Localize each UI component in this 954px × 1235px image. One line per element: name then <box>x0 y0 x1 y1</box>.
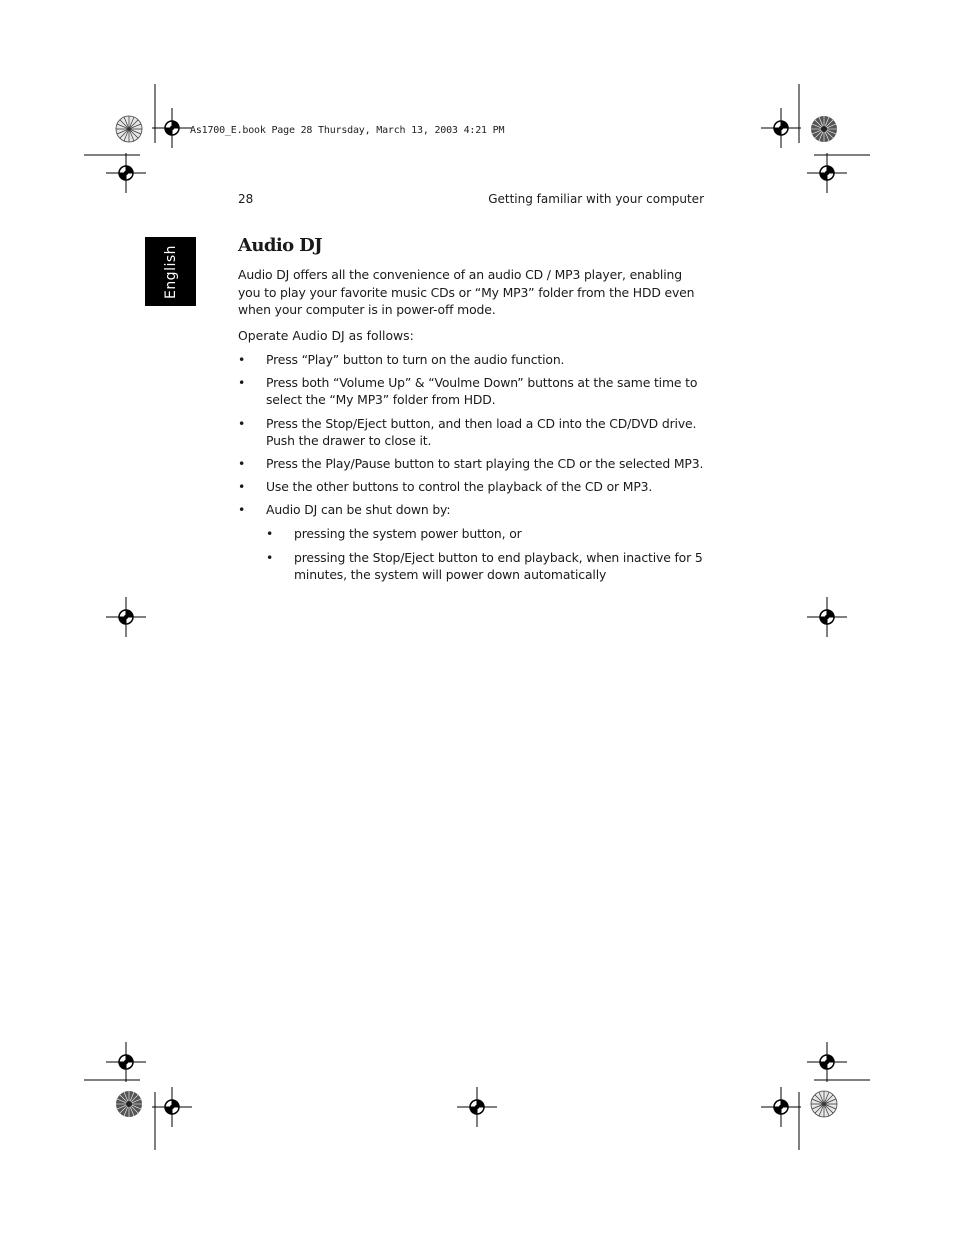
bullet-icon: • <box>238 415 246 431</box>
list-item-text: Press both “Volume Up” & “Voulme Down” buttons at the same time to select the “My MP3” folder from HDD. <box>266 375 698 408</box>
sub-list-item <box>266 549 704 583</box>
language-tab-label: English <box>162 244 179 299</box>
shutdown-sub-list <box>266 525 704 583</box>
bullet-icon: • <box>238 502 246 518</box>
print-slug: As1700_E.book Page 28 Thursday, March 13, 2003 4:21 PM <box>190 125 505 136</box>
sub-list-item-text: pressing the system power button, or <box>294 526 522 542</box>
list-item-text: Press “Play” button to turn on the audio function. <box>266 352 565 367</box>
lead-paragraph: Operate Audio DJ as follows: <box>238 327 414 343</box>
intro-paragraph: Audio DJ offers all the convenience of an audio CD / MP3 player, enabling you to play your favorite music CDs or “My MP3” folder from the HDD even when your computer is in power-off mode. <box>238 267 695 317</box>
list-item <box>238 415 704 449</box>
bullet-icon: • <box>238 479 246 495</box>
list-item <box>238 455 704 472</box>
list-item <box>238 374 704 408</box>
running-head: Getting familiar with your computer <box>488 192 704 206</box>
bullet-icon: • <box>266 550 274 566</box>
page-number: 28 <box>238 192 254 206</box>
language-tab <box>145 237 196 306</box>
sub-list-item-text: pressing the Stop/Eject button to end playback, when inactive for 5 minutes, the system will power down automatically <box>294 550 703 583</box>
bullet-icon: • <box>238 352 246 367</box>
instruction-list <box>238 351 704 583</box>
list-item-text: Audio DJ can be shut down by: <box>266 502 451 518</box>
list-item <box>238 351 704 368</box>
list-item-text: Use the other buttons to control the playback of the CD or MP3. <box>266 479 653 495</box>
section-title: Audio DJ <box>238 235 323 256</box>
bullet-icon: • <box>266 526 274 542</box>
list-item-text: Press the Play/Pause button to start playing the CD or the selected MP3. <box>266 455 704 471</box>
bullet-icon: • <box>238 375 246 391</box>
list-item <box>238 478 704 495</box>
sub-list-item <box>266 525 704 542</box>
list-item <box>238 501 704 583</box>
bullet-icon: • <box>238 455 246 471</box>
list-item-text: Press the Stop/Eject button, and then load a CD into the CD/DVD drive. Push the drawer to close it. <box>266 415 697 448</box>
section-content <box>238 232 704 590</box>
